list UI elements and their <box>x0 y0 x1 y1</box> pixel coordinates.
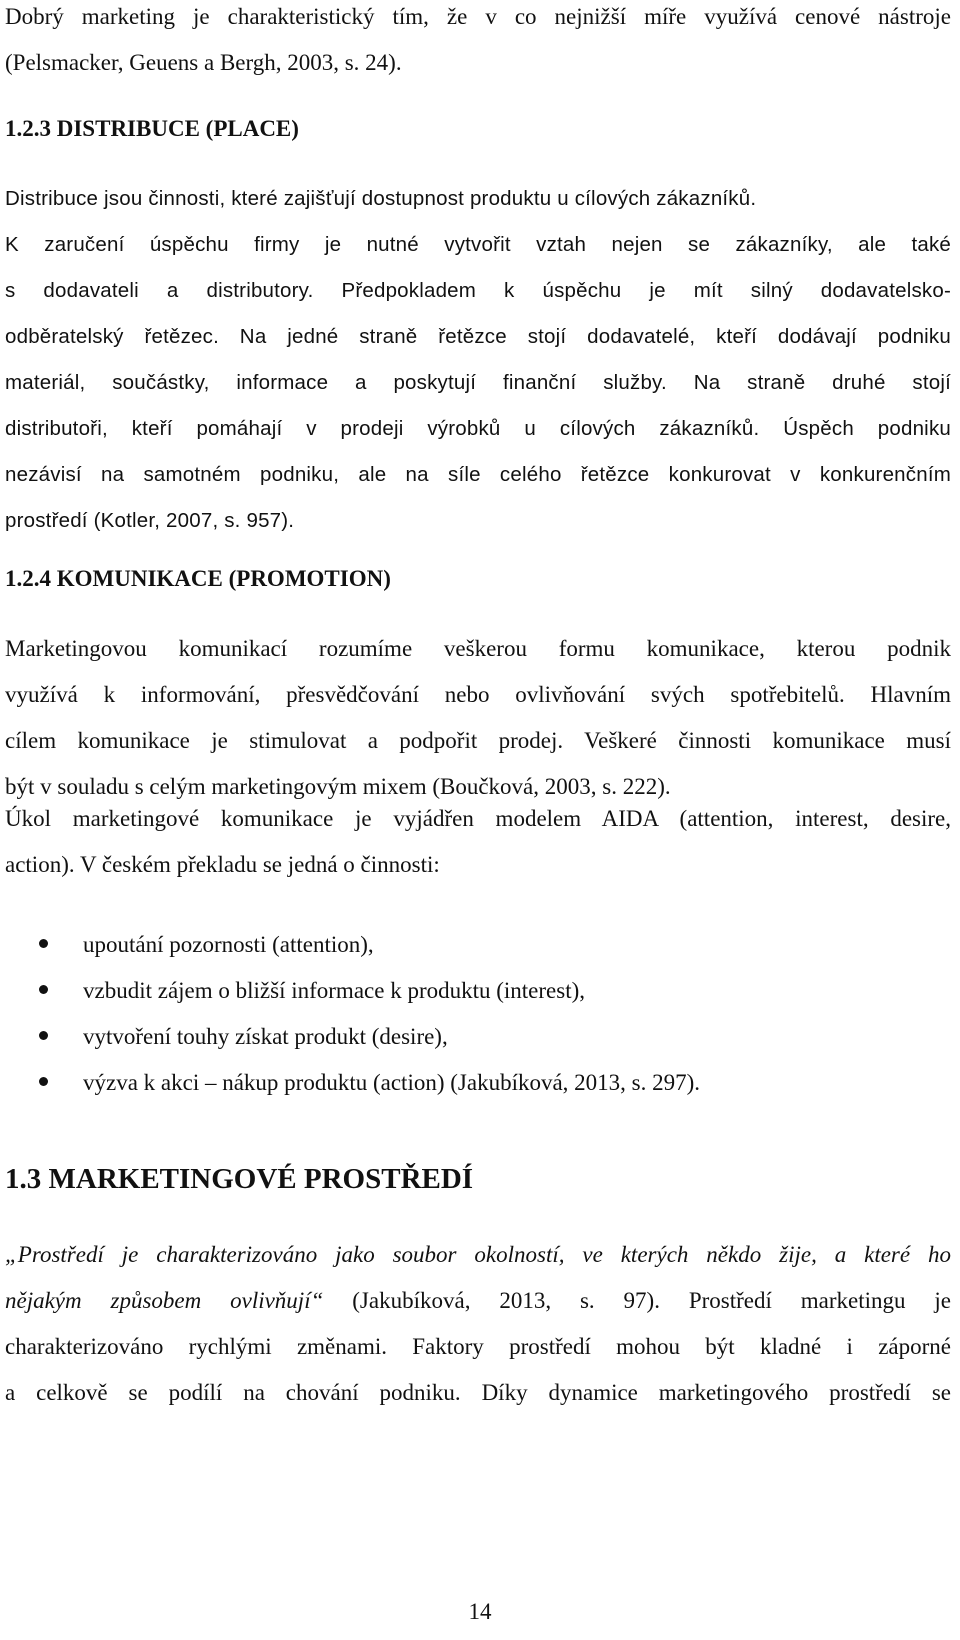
list-item-text: vzbudit zájem o bližší informace k produktu (interest), <box>83 978 586 1003</box>
paragraph-line: využívá k informování, přesvědčování nebo ovlivňování svých spotřebitelů. Hlavním <box>5 682 951 707</box>
bullet-icon <box>39 939 48 948</box>
list-item <box>5 968 951 1014</box>
paragraph-line: s dodavateli a distributory. Předpokladem k úspěchu je mít silný dodavatelsko- <box>5 279 951 302</box>
quote-text: nějakým způsobem ovlivňují“ <box>5 1288 324 1313</box>
komunikace-paragraph-2 <box>5 796 951 888</box>
list-item-text: vytvoření touhy získat produkt (desire), <box>83 1024 448 1049</box>
paragraph-line <box>5 1232 951 1278</box>
section-heading-komunikace: 1.2.4 KOMUNIKACE (PROMOTION) <box>5 566 391 591</box>
chapter-heading-prostredi: 1.3 MARKETINGOVÉ PROSTŘEDÍ <box>5 1163 474 1195</box>
list-item <box>5 922 951 968</box>
list-item-text: upoutání pozornosti (attention), <box>83 932 374 957</box>
citation-text: (Jakubíková, 2013, s. 97). Prostředí marketingu je <box>323 1288 951 1313</box>
paragraph-line: K zaručení úspěchu firmy je nutné vytvořit vztah nejen se zákazníky, ale také <box>5 233 951 256</box>
paragraph-line: Marketingovou komunikací rozumíme veškerou formu komunikace, kterou podnik <box>5 636 951 661</box>
bullet-icon <box>39 985 48 994</box>
paragraph-line: Úkol marketingové komunikace je vyjádřen modelem AIDA (attention, interest, desire, <box>5 806 951 831</box>
bullet-icon <box>39 1077 48 1086</box>
paragraph-line: nezávisí na samotném podniku, ale na síle celého řetězce konkurovat v konkurenčním <box>5 463 951 486</box>
paragraph-line: být v souladu s celým marketingovým mixem (Boučková, 2003, s. 222). <box>5 774 671 799</box>
paragraph-line: materiál, součástky, informace a poskytují finanční služby. Na straně druhé stojí <box>5 371 951 394</box>
intro-paragraph <box>5 0 951 86</box>
page-number: 14 <box>468 1599 492 1624</box>
paragraph-line: (Pelsmacker, Geuens a Bergh, 2003, s. 24). <box>5 50 402 75</box>
list-item <box>5 1014 951 1060</box>
paragraph-line: a celkově se podílí na chování podniku. Díky dynamice marketingového prostředí se <box>5 1380 951 1405</box>
quote-text: „Prostředí je charakterizováno jako soubor okolností, ve kterých někdo žije, a které ho <box>5 1242 951 1267</box>
list-item-text: výzva k akci – nákup produktu (action) (Jakubíková, 2013, s. 297). <box>83 1070 701 1095</box>
section-heading-distribuce: 1.2.3 DISTRIBUCE (PLACE) <box>5 116 299 141</box>
list-item <box>5 1060 951 1106</box>
distribuce-paragraph <box>5 176 951 544</box>
paragraph-line: Dobrý marketing je charakteristický tím, že v co nejnižší míře využívá cenové nástroje <box>5 4 951 29</box>
komunikace-paragraph-1 <box>5 626 951 810</box>
paragraph-line: distributoři, kteří pomáhají v prodeji výrobků u cílových zákazníků. Úspěch podniku <box>5 417 951 440</box>
prostredi-paragraph <box>5 1232 951 1416</box>
paragraph-line: Distribuce jsou činnosti, které zajišťují dostupnost produktu u cílových zákazníků. <box>5 187 757 210</box>
paragraph-line: prostředí (Kotler, 2007, s. 957). <box>5 509 295 532</box>
paragraph-line: odběratelský řetězec. Na jedné straně řetězce stojí dodavatelé, kteří dodávají podniku <box>5 325 951 348</box>
aida-list <box>5 922 951 1106</box>
paragraph-line: action). V českém překladu se jedná o činnosti: <box>5 852 440 877</box>
paragraph-line: cílem komunikace je stimulovat a podpořit prodej. Veškeré činnosti komunikace musí <box>5 728 951 753</box>
paragraph-line <box>5 1278 951 1324</box>
bullet-icon <box>39 1031 48 1040</box>
paragraph-line: charakterizováno rychlými změnami. Faktory prostředí mohou být kladné i záporné <box>5 1334 951 1359</box>
